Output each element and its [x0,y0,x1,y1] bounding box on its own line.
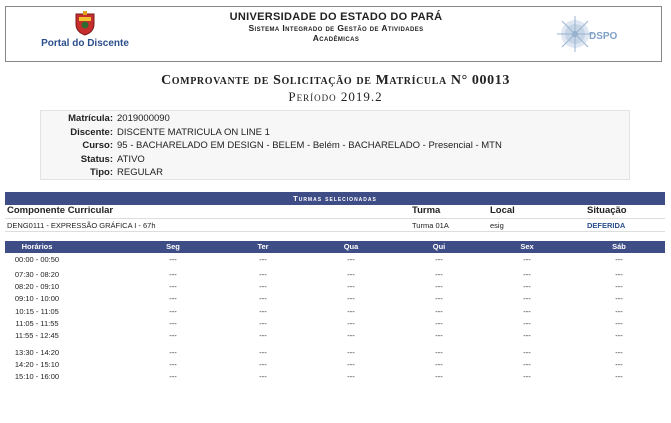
schedule-row [5,307,665,319]
schedule-slot: --- [169,307,177,316]
schedule-slot: --- [435,307,443,316]
schedule-row [5,319,665,331]
schedule-slot: --- [259,348,267,357]
schedule-slot: --- [523,255,531,264]
selected-classes-title: Turmas selecionadas [5,192,665,205]
schedule-slot: --- [615,319,623,328]
portal-link[interactable] [20,10,150,49]
para-coat-of-arms-icon [72,10,98,36]
class-turma: Turma 01A [412,221,449,230]
schedule-slot: --- [435,294,443,303]
schedule-slot: --- [259,360,267,369]
schedule-slot: --- [523,282,531,291]
page-header [5,6,662,62]
schedule-row [5,270,665,282]
status-badge: DEFERIDA [587,221,626,230]
schedule-slot: --- [259,294,267,303]
schedule-slot: --- [169,360,177,369]
schedule-time: 10:15 - 11:05 [15,307,59,316]
schedule-slot: --- [259,270,267,279]
schedule-slot: --- [347,331,355,340]
schedule-slot: --- [347,270,355,279]
student-info-row [41,154,629,168]
schedule-slot: --- [523,307,531,316]
student-info-row [41,140,629,154]
schedule-slot: --- [169,372,177,381]
schedule-slot: --- [615,282,623,291]
schedule-time: 07:30 - 08:20 [14,270,60,279]
schedule-slot: --- [615,348,623,357]
schedule-slot: --- [259,282,267,291]
schedule-column-header: Horários [21,242,53,251]
schedule-time: 13:30 - 14:20 [14,348,60,357]
schedule-slot: --- [169,319,177,328]
sigaa-logo [553,14,633,59]
schedule-slot: --- [523,270,531,279]
page-title: Comprovante de Solicitação de Matrícula N° 00013 [161,73,510,88]
schedule-table [5,253,665,385]
schedule-slot: --- [615,270,623,279]
schedule-row [5,294,665,306]
schedule-column-header: Qui [432,242,446,251]
schedule-column-header: Qua [343,242,359,251]
schedule-slot: --- [347,282,355,291]
schedule-slot: --- [347,360,355,369]
student-info-value: DISCENTE MATRICULA ON LINE 1 [117,126,270,138]
student-info-row [41,167,629,181]
classes-table-header [5,205,665,217]
schedule-slot: --- [523,348,531,357]
schedule-slot: --- [523,294,531,303]
schedule-header [5,241,665,253]
schedule-row [5,348,665,360]
schedule-slot: --- [523,360,531,369]
schedule-slot: --- [259,331,267,340]
schedule-slot: --- [615,331,623,340]
schedule-time: 11:05 - 11:55 [15,319,59,328]
schedule-slot: --- [615,255,623,264]
document-title-block [0,73,671,105]
schedule-time: 00:00 - 00:50 [14,255,60,264]
schedule-time: 09:10 - 10:00 [14,294,60,303]
schedule-slot: --- [435,331,443,340]
schedule-slot: --- [259,307,267,316]
student-info-label: Status: [80,153,113,165]
student-info-label: Curso: [82,140,113,151]
schedule-slot: --- [615,372,623,381]
schedule-slot: --- [259,255,267,264]
schedule-slot: --- [435,360,443,369]
schedule-slot: --- [259,319,267,328]
system-name-line2: Acadêmicas [312,33,360,43]
university-block [156,11,516,43]
student-info-label: Discente: [70,126,113,138]
header-class: Turma [412,205,441,216]
university-name: UNIVERSIDADE DO ESTADO DO PARÁ [229,11,443,23]
logo-text: DSPO [589,31,618,42]
schedule-time: 11:55 - 12:45 [15,331,59,340]
student-info-value: ATIVO [117,153,145,165]
schedule-row [5,360,665,372]
schedule-time: 08:20 - 09:10 [14,282,60,291]
portal-label[interactable]: Portal do Discente [41,38,129,49]
schedule-slot: --- [347,348,355,357]
table-row [5,218,665,232]
globe-logo-icon [553,14,633,54]
period-subtitle: Período 2019.2 [288,89,383,104]
student-info-row [41,127,629,141]
schedule-slot: --- [347,307,355,316]
schedule-slot: --- [615,294,623,303]
schedule-slot: --- [169,255,177,264]
student-info-box [40,110,630,180]
schedule-slot: --- [615,360,623,369]
schedule-column-header: Sex [520,242,534,251]
schedule-slot: --- [347,319,355,328]
schedule-slot: --- [169,348,177,357]
student-info-value: REGULAR [117,167,163,178]
class-location: esig [490,221,504,230]
system-name-line1: Sistema Integrado de Gestão de Atividades [248,23,424,33]
schedule-column-header: Sáb [612,242,626,251]
schedule-time: 14:20 - 15:10 [14,360,60,369]
schedule-column-header: Ter [257,242,269,251]
schedule-slot: --- [435,372,443,381]
schedule-slot: --- [169,270,177,279]
schedule-slot: --- [169,282,177,291]
student-info-label: Matrícula: [68,113,113,124]
schedule-slot: --- [435,319,443,328]
schedule-slot: --- [435,270,443,279]
student-info-label: Tipo: [89,167,113,178]
header-component: Componente Curricular [7,205,114,216]
schedule-time: 15:10 - 16:00 [14,372,60,381]
schedule-row [5,331,665,343]
schedule-slot: --- [347,294,355,303]
schedule-slot: --- [347,372,355,381]
schedule-slot: --- [615,307,623,316]
schedule-slot: --- [347,255,355,264]
schedule-slot: --- [523,331,531,340]
class-component: DENG0111 - EXPRESSÃO GRÁFICA I - 67h [7,221,156,230]
schedule-slot: --- [523,372,531,381]
schedule-slot: --- [259,372,267,381]
schedule-row [5,282,665,294]
schedule-slot: --- [435,282,443,291]
header-status: Situação [587,205,627,216]
schedule-slot: --- [435,348,443,357]
schedule-slot: --- [169,294,177,303]
schedule-slot: --- [435,255,443,264]
header-location: Local [490,205,515,216]
student-info-row [41,113,629,127]
schedule-row [5,372,665,384]
schedule-row [5,255,665,267]
student-info-value: 95 - BACHARELADO EM DESIGN - BELEM - Belém - BACHARELADO - Presencial - MTN [117,140,502,151]
student-info-value: 2019000090 [117,113,170,124]
schedule-slot: --- [169,331,177,340]
schedule-column-header: Seg [166,242,180,251]
schedule-slot: --- [523,319,531,328]
